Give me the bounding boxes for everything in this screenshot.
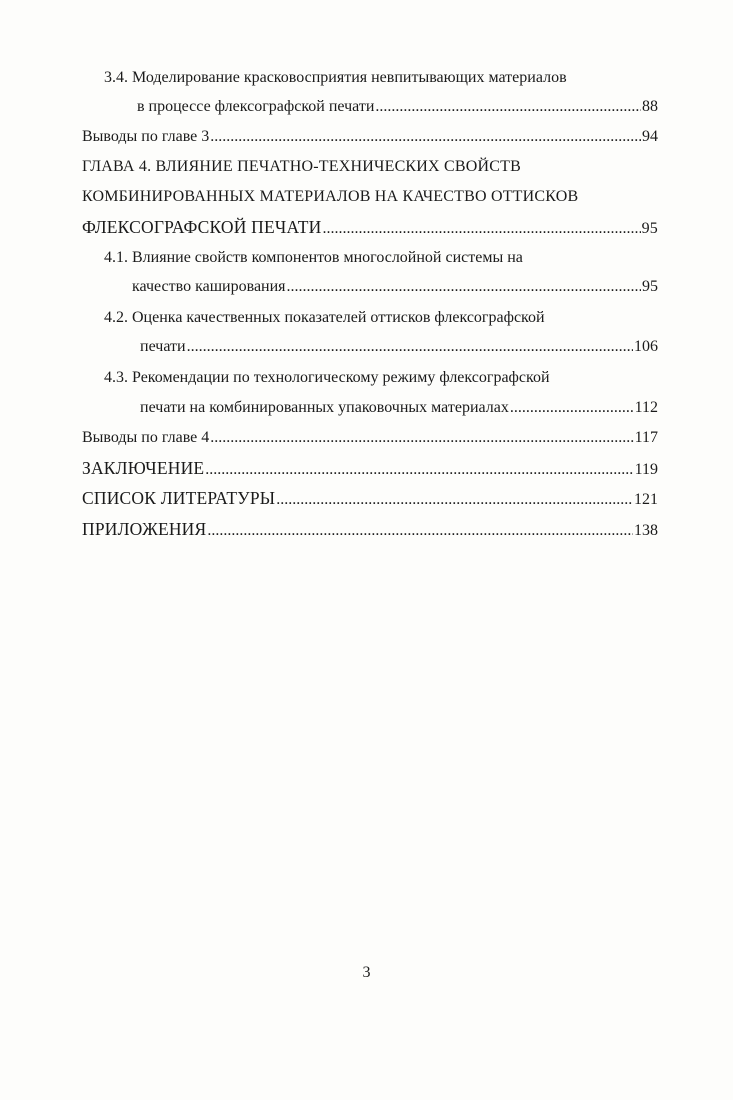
toc-entry-references-page: 121 <box>634 491 658 508</box>
toc-entry-conclusion <box>82 458 658 480</box>
leader-dots <box>210 127 641 147</box>
toc-entry-4-2 <box>140 337 658 357</box>
page-number: 3 <box>362 964 371 981</box>
leader-dots <box>187 337 633 357</box>
toc-entry-4-3-title-cont: печати на комбинированных упаковочных материалах <box>140 399 509 416</box>
toc-entry-4-1-title-cont: качество каширования <box>132 278 286 295</box>
toc-entry-conclusions-4 <box>82 428 658 448</box>
leader-dots <box>375 97 641 117</box>
toc-chapter-4-title-cont: КОМБИНИРОВАННЫХ МАТЕРИАЛОВ НА КАЧЕСТВО ОТТИСКОВ <box>82 188 579 205</box>
toc-entry-appendices <box>82 519 658 541</box>
toc-entry-conclusions-3-title: Выводы по главе 3 <box>82 128 210 145</box>
toc-entry-4-2-page: 106 <box>634 338 658 355</box>
toc-entry-references-title: СПИСОК ЛИТЕРАТУРЫ <box>82 488 276 508</box>
toc-chapter-4 <box>82 217 658 239</box>
toc-chapter-4-title-end: ФЛЕКСОГРАФСКОЙ ПЕЧАТИ <box>82 217 322 237</box>
toc-entry-4-1-page: 95 <box>642 278 658 295</box>
toc-entry-conclusions-4-page: 117 <box>634 429 658 446</box>
toc-entry-3-4-title-cont: в процессе флексографской печати <box>137 98 375 115</box>
toc-entry-3-4-page: 88 <box>642 98 658 115</box>
leader-dots <box>510 398 634 418</box>
toc-chapter-4-title: ГЛАВА 4. ВЛИЯНИЕ ПЕЧАТНО-ТЕХНИЧЕСКИХ СВОЙСТВ <box>82 158 521 175</box>
toc-entry-conclusions-4-title: Выводы по главе 4 <box>82 429 210 446</box>
toc-entry-references <box>82 488 658 510</box>
toc-entry-appendices-title: ПРИЛОЖЕНИЯ <box>82 519 207 539</box>
toc-entry-4-3-page: 112 <box>634 399 658 416</box>
leader-dots <box>287 277 641 297</box>
toc-entry-4-3 <box>140 398 658 418</box>
toc-entry-conclusions-3 <box>82 127 658 147</box>
leader-dots <box>210 428 633 448</box>
toc-entry-4-2-title: 4.2. Оценка качественных показателей оттисков флексографской <box>104 309 545 326</box>
toc-entry-conclusions-3-page: 94 <box>642 128 658 145</box>
toc-entry-appendices-page: 138 <box>634 522 658 539</box>
toc-entry-4-1 <box>132 277 658 297</box>
leader-dots <box>276 490 633 510</box>
toc-entry-3-4 <box>137 97 658 117</box>
toc-entry-4-1-title: 4.1. Влияние свойств компонентов многослойной системы на <box>104 249 523 266</box>
toc-entry-conclusion-title: ЗАКЛЮЧЕНИЕ <box>82 458 205 478</box>
toc-entry-4-2-title-cont: печати <box>140 338 186 355</box>
toc-chapter-4-page: 95 <box>641 220 658 237</box>
leader-dots <box>205 460 633 480</box>
toc-entry-conclusion-page: 119 <box>634 461 658 478</box>
leader-dots <box>207 521 633 541</box>
toc-entry-3-4-title: 3.4. Моделирование красковосприятия невпитывающих материалов <box>104 69 567 86</box>
leader-dots <box>322 219 640 239</box>
toc-entry-4-3-title: 4.3. Рекомендации по технологическому режиму флексографской <box>104 369 550 386</box>
